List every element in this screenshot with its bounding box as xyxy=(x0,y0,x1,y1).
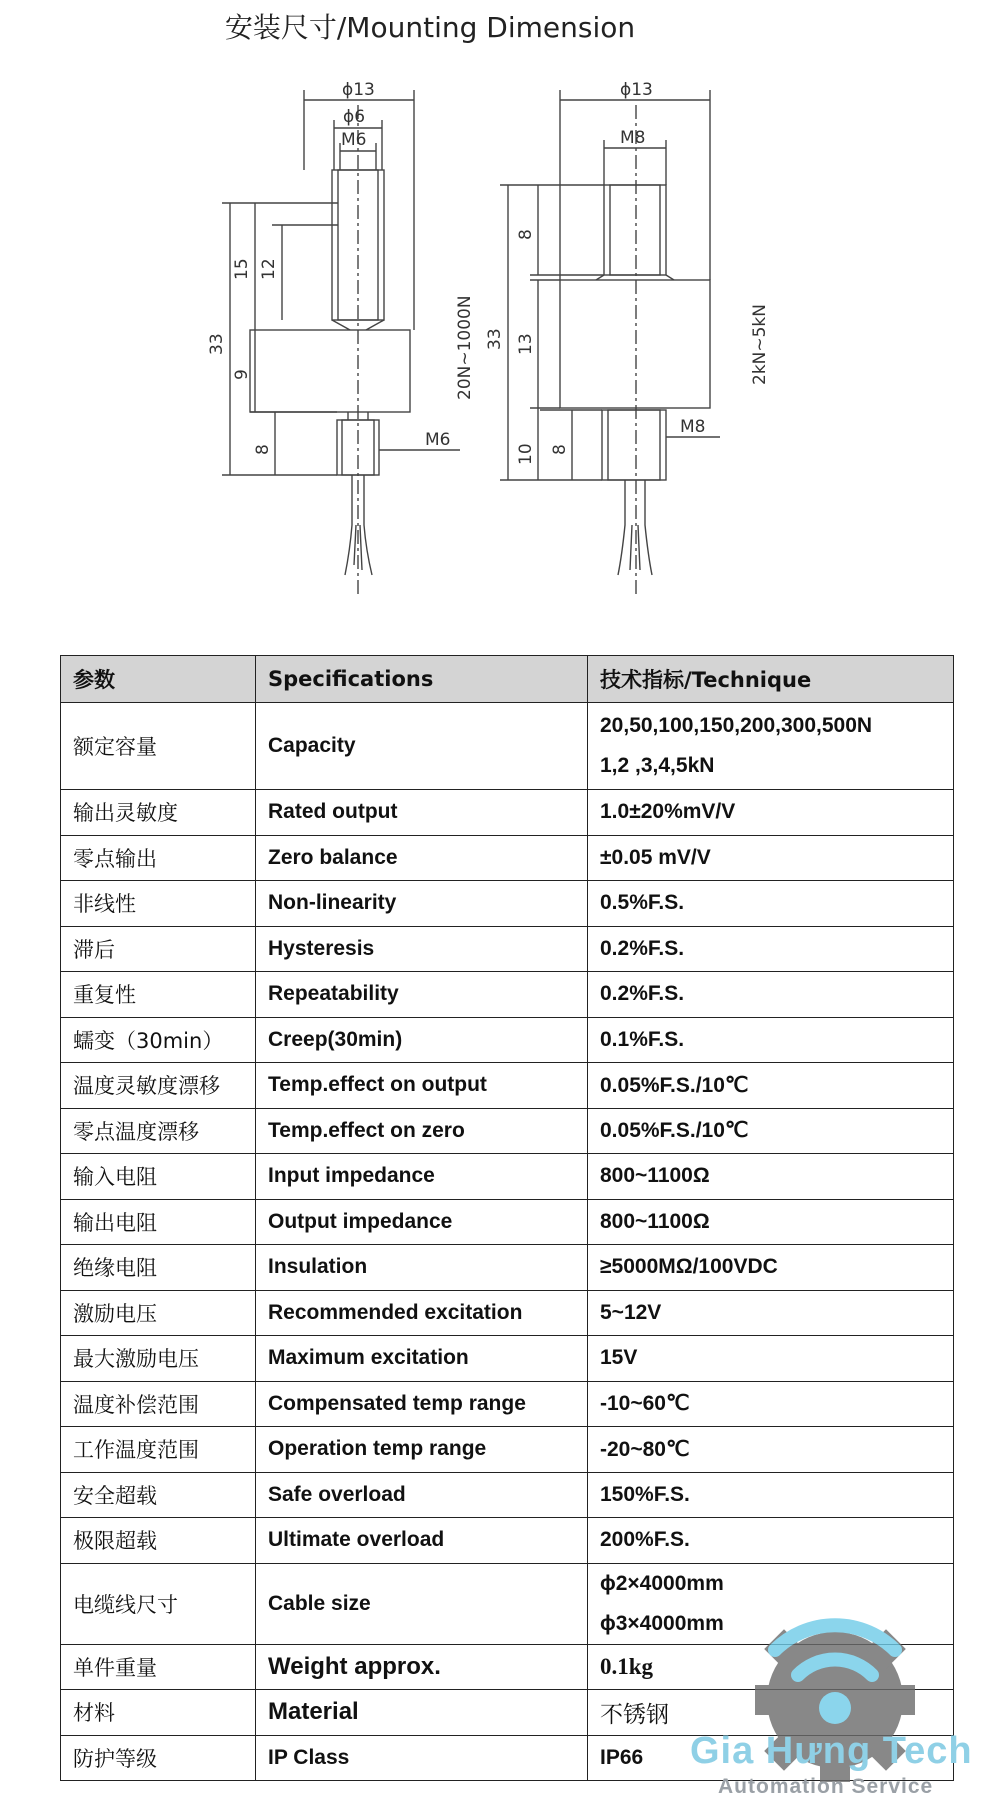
row-en: Temp.effect on zero xyxy=(256,1108,588,1154)
row-cn: 输入电阻 xyxy=(61,1154,256,1200)
row-value: -10~60℃ xyxy=(588,1381,954,1427)
right-body xyxy=(560,280,710,408)
row-value: 800~1100Ω xyxy=(588,1154,954,1200)
table-row xyxy=(61,1199,954,1245)
table-row xyxy=(61,1108,954,1154)
capacity-value-line2: 1,2 ,3,4,5kN xyxy=(600,754,715,777)
row-en: Material xyxy=(256,1690,588,1736)
row-value: 0.2%F.S. xyxy=(588,926,954,972)
row-value: ≥5000MΩ/100VDC xyxy=(588,1245,954,1291)
table-row xyxy=(61,1381,954,1427)
table-row xyxy=(61,1472,954,1518)
row-en: Insulation xyxy=(256,1245,588,1291)
row-value: 1.0±20%mV/V xyxy=(588,790,954,836)
row-en: Non-linearity xyxy=(256,881,588,927)
row-value: 0.05%F.S./10℃ xyxy=(588,1063,954,1109)
row-cn: 零点输出 xyxy=(61,835,256,881)
row-cn: 蠕变（30min） xyxy=(61,1017,256,1063)
row-value: 0.1%F.S. xyxy=(588,1017,954,1063)
row-value: 150%F.S. xyxy=(588,1472,954,1518)
row-en: Weight approx. xyxy=(256,1644,588,1690)
row-cn: 滞后 xyxy=(61,926,256,972)
table-row xyxy=(61,1518,954,1564)
capacity-value xyxy=(588,703,954,790)
row-cn: 温度补偿范围 xyxy=(61,1381,256,1427)
row-en: Compensated temp range xyxy=(256,1381,588,1427)
row-cn: 最大激励电压 xyxy=(61,1336,256,1382)
right-d10-label: 10 xyxy=(516,443,536,465)
table-row xyxy=(61,1290,954,1336)
capacity-cn: 额定容量 xyxy=(61,703,256,790)
row-en: Input impedance xyxy=(256,1154,588,1200)
row-value: 800~1100Ω xyxy=(588,1199,954,1245)
row-value: 200%F.S. xyxy=(588,1518,954,1564)
row-en: Ultimate overload xyxy=(256,1518,588,1564)
row-cn: 零点温度漂移 xyxy=(61,1108,256,1154)
row-en: Repeatability xyxy=(256,972,588,1018)
row-cn: 输出电阻 xyxy=(61,1199,256,1245)
row-cn: 单件重量 xyxy=(61,1644,256,1690)
header-technique: 技术指标/Technique xyxy=(588,656,954,703)
row-value: 0.2%F.S. xyxy=(588,972,954,1018)
row-cn: 重复性 xyxy=(61,972,256,1018)
row-en: IP Class xyxy=(256,1735,588,1781)
row-en: Operation temp range xyxy=(256,1427,588,1473)
page-title: 安装尺寸/Mounting Dimension xyxy=(224,11,636,44)
mounting-dimension-drawing xyxy=(0,55,1000,615)
left-phi13-label: ϕ13 xyxy=(342,80,375,100)
left-d33-label: 33 xyxy=(207,333,227,355)
left-range-label: 20N~1000N xyxy=(455,295,475,400)
right-m8-top-label: M8 xyxy=(620,128,646,148)
header-specifications: Specifications xyxy=(256,656,588,703)
table-row xyxy=(61,881,954,927)
row-en: Rated output xyxy=(256,790,588,836)
row-cn: 绝缘电阻 xyxy=(61,1245,256,1291)
watermark-brand-name: Gia Hưng Tech xyxy=(690,1730,973,1772)
row-cn: 输出灵敏度 xyxy=(61,790,256,836)
right-top-thread xyxy=(604,185,666,275)
left-d15-label: 15 xyxy=(232,258,252,280)
cable-value-line1: ϕ2×4000mm xyxy=(600,1571,724,1595)
row-value: ±0.05 mV/V xyxy=(588,835,954,881)
row-value: 15V xyxy=(588,1336,954,1382)
right-m8-bottom-label: M8 xyxy=(680,417,706,437)
row-en: Temp.effect on output xyxy=(256,1063,588,1109)
left-d8-label: 8 xyxy=(253,444,273,455)
left-body xyxy=(250,330,410,412)
row-en: Zero balance xyxy=(256,835,588,881)
left-m6-top-label: M6 xyxy=(341,130,367,150)
row-value: IP66 xyxy=(588,1735,954,1781)
right-d8-bottom-label: 8 xyxy=(550,444,570,455)
table-row xyxy=(61,1154,954,1200)
table-row xyxy=(61,1017,954,1063)
row-value: 5~12V xyxy=(588,1290,954,1336)
table-row xyxy=(61,972,954,1018)
row-value: 不锈钢 xyxy=(588,1690,954,1736)
table-row xyxy=(61,790,954,836)
row-en: Recommended excitation xyxy=(256,1290,588,1336)
table-header-row xyxy=(61,656,954,703)
table-row xyxy=(61,1427,954,1473)
cable-cn: 电缆线尺寸 xyxy=(61,1563,256,1644)
row-cn: 激励电压 xyxy=(61,1290,256,1336)
left-d12-label: 12 xyxy=(259,258,279,280)
row-cn: 安全超载 xyxy=(61,1472,256,1518)
table-row-capacity xyxy=(61,703,954,790)
right-d33-label: 33 xyxy=(485,328,505,350)
left-phi6-label: ϕ6 xyxy=(343,107,366,127)
row-cn: 极限超载 xyxy=(61,1518,256,1564)
row-value: 0.5%F.S. xyxy=(588,881,954,927)
cable-value-line2: ϕ3×4000mm xyxy=(600,1611,724,1635)
row-value: -20~80℃ xyxy=(588,1427,954,1473)
left-m6-bottom-label: M6 xyxy=(425,430,451,450)
row-cn: 材料 xyxy=(61,1690,256,1736)
row-value: 0.05%F.S./10℃ xyxy=(588,1108,954,1154)
right-bottom-thread xyxy=(602,410,666,480)
row-cn: 工作温度范围 xyxy=(61,1427,256,1473)
row-cn: 温度灵敏度漂移 xyxy=(61,1063,256,1109)
right-d13-label: 13 xyxy=(516,333,536,355)
table-row xyxy=(61,926,954,972)
row-en: Safe overload xyxy=(256,1472,588,1518)
right-range-label: 2kN~5kN xyxy=(750,304,770,385)
row-en: Output impedance xyxy=(256,1199,588,1245)
right-phi13-label: ϕ13 xyxy=(620,80,653,100)
header-param: 参数 xyxy=(61,656,256,703)
row-value: 0.1kg xyxy=(588,1644,954,1690)
row-en: Maximum excitation xyxy=(256,1336,588,1382)
right-d8-top-label: 8 xyxy=(516,229,536,240)
watermark-subtitle: Automation Service xyxy=(718,1775,934,1798)
table-row xyxy=(61,835,954,881)
row-cn: 非线性 xyxy=(61,881,256,927)
row-cn: 防护等级 xyxy=(61,1735,256,1781)
cable-en: Cable size xyxy=(256,1563,588,1644)
table-row xyxy=(61,1245,954,1291)
table-row xyxy=(61,1336,954,1382)
capacity-value-line1: 20,50,100,150,200,300,500N xyxy=(600,714,873,737)
capacity-en: Capacity xyxy=(256,703,588,790)
row-en: Creep(30min) xyxy=(256,1017,588,1063)
row-en: Hysteresis xyxy=(256,926,588,972)
table-row xyxy=(61,1063,954,1109)
left-d9-label: 9 xyxy=(232,369,252,380)
